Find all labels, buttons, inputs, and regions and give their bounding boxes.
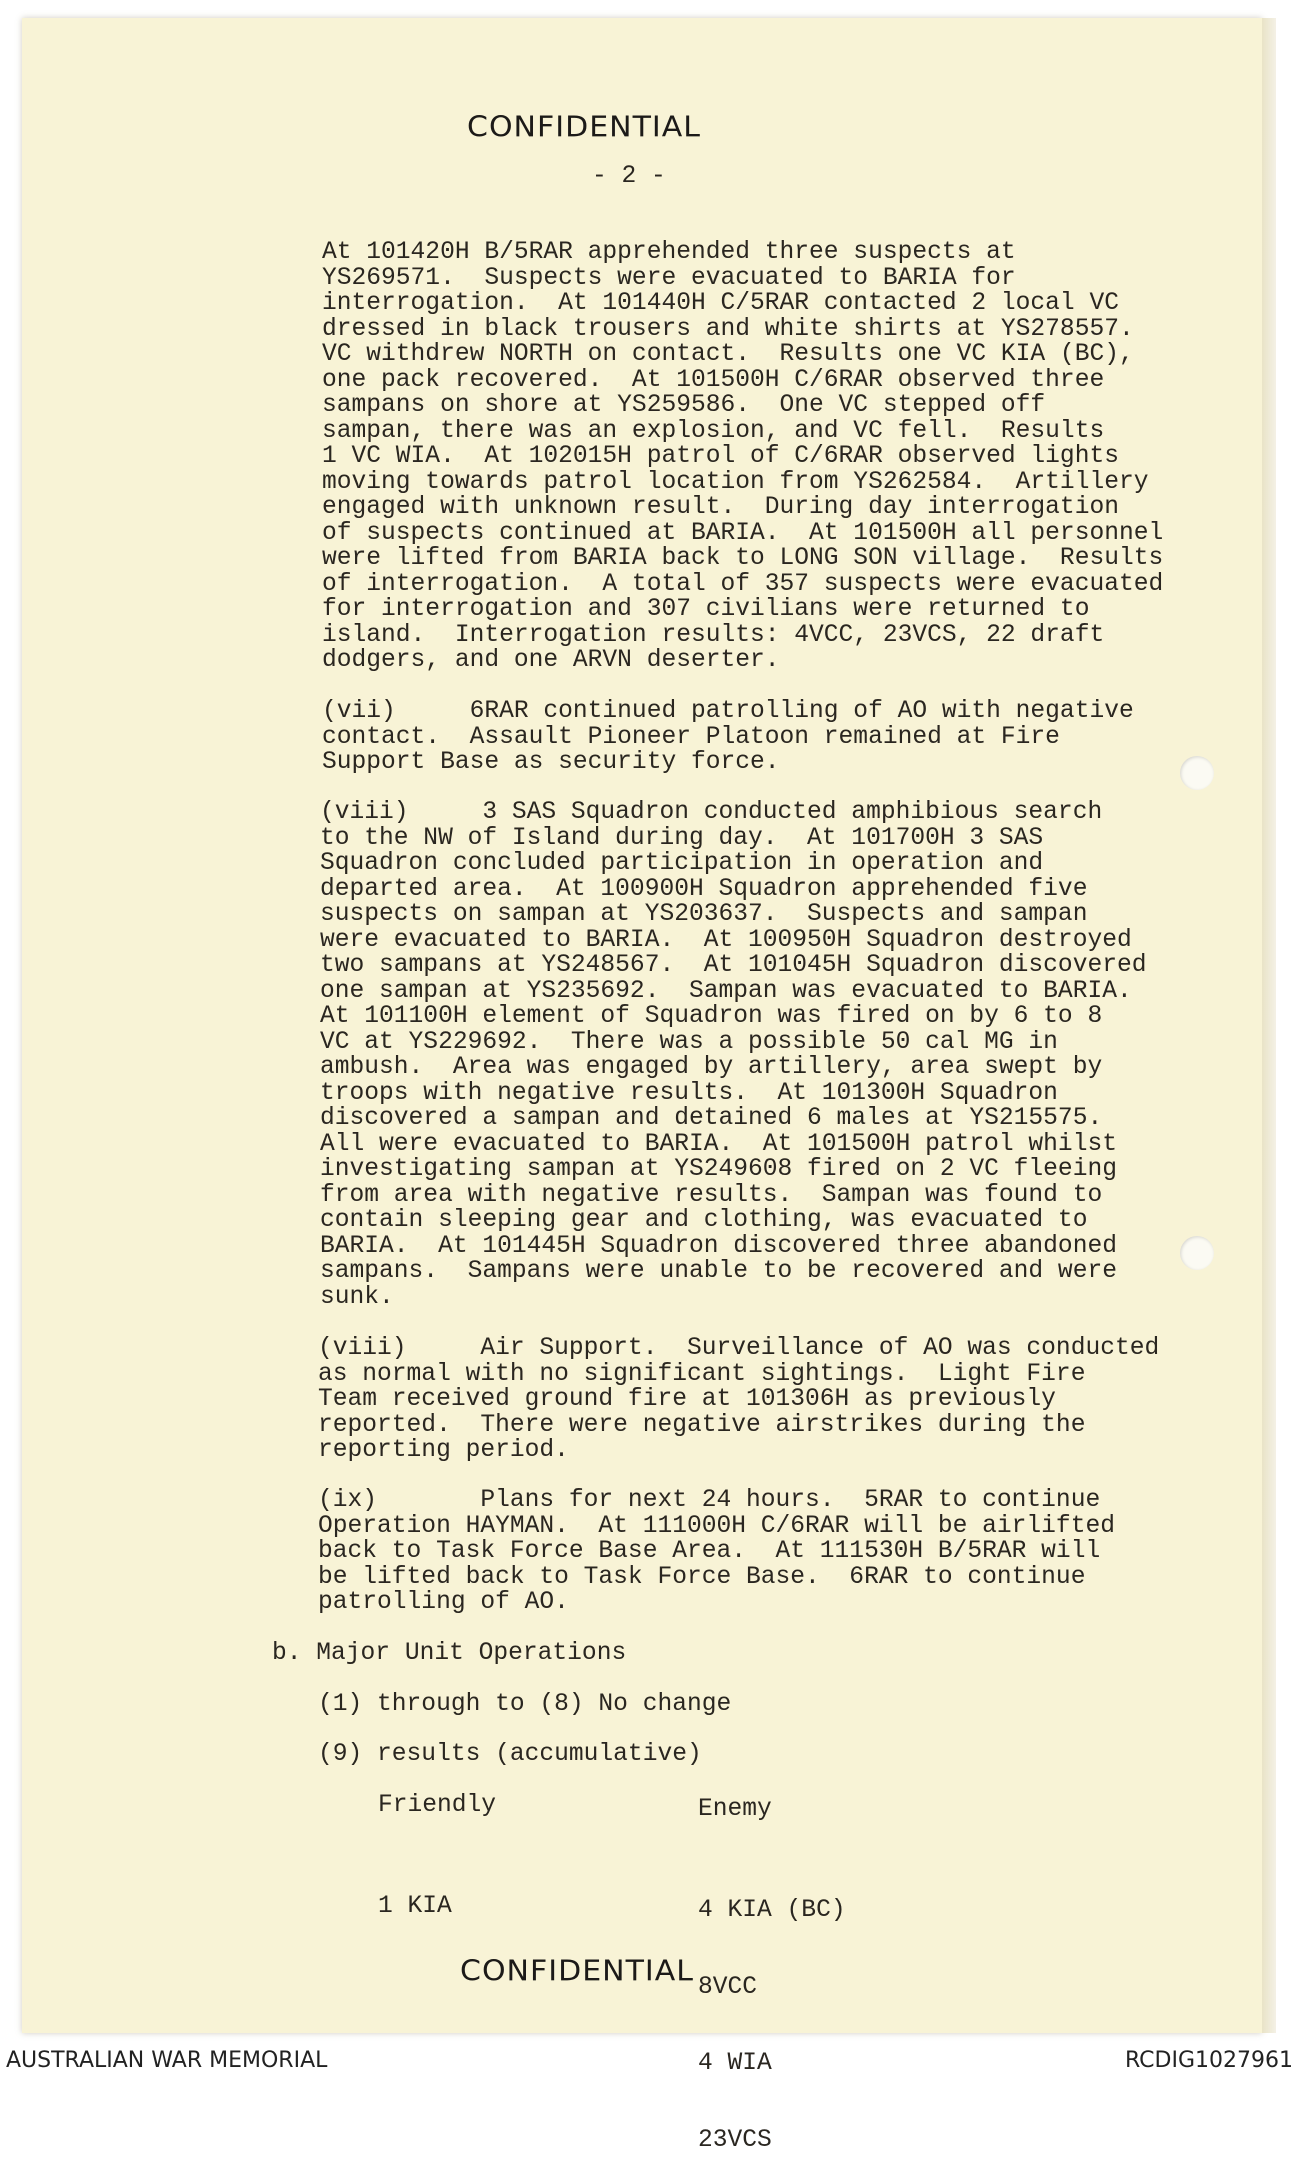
punch-hole [1180, 1236, 1214, 1270]
friendly-header: Friendly [378, 1792, 497, 1819]
text-line: At 101100H element of Squadron was fired on by 6 to 8 [320, 1003, 1103, 1030]
section-b-item-9: (9) results (accumulative) [318, 1741, 702, 1768]
text-line: dressed in black trousers and white shirts at YS278557. [322, 315, 1134, 343]
text-line: engaged with unknown result. During day interrogation [322, 494, 1119, 521]
text-line: island. Interrogation results: 4VCC, 23VCS, 22 draft [322, 621, 1105, 649]
text-line: patrolling of AO. [318, 1589, 569, 1616]
footer-record-id: RCDIG1027961 [1124, 2048, 1293, 2073]
text-line: be lifted back to Task Force Base. 6RAR to continue [318, 1563, 1086, 1591]
text-line: for interrogation and 307 civilians were returned to [322, 596, 1090, 623]
text-line: 1 VC WIA. At 102015H patrol of C/6RAR observed lights [322, 443, 1119, 470]
text-line: Squadron concluded participation in operation and [320, 850, 1044, 877]
text-line: Support Base as security force. [322, 749, 780, 776]
text-line: one sampan at YS235692. Sampan was evacuated to BARIA. [320, 977, 1132, 1005]
text-line: interrogation. At 101440H C/5RAR contacted 2 local VC [322, 290, 1119, 317]
enemy-result: 4 WIA [698, 2050, 772, 2077]
text-line: reporting period. [318, 1437, 569, 1464]
text-line: suspects on sampan at YS203637. Suspects and sampan [320, 901, 1088, 928]
text-line: VC at YS229692. There was a possible 50 cal MG in [320, 1028, 1058, 1056]
paragraph-interrogation [322, 240, 1163, 674]
text-line: ambush. Area was engaged by artillery, area swept by [320, 1054, 1103, 1081]
text-line: (viii) 3 SAS Squadron conducted amphibious search [320, 799, 1103, 826]
text-line: (ix) Plans for next 24 hours. 5RAR to continue [318, 1487, 1101, 1514]
enemy-result: 23VCS [698, 2126, 772, 2154]
text-line: sunk. [320, 1283, 394, 1311]
text-line: dodgers, and one ARVN deserter. [322, 647, 780, 674]
text-line: from area with negative results. Sampan was found to [320, 1181, 1103, 1209]
text-line: troops with negative results. At 101300H Squadron [320, 1079, 1058, 1107]
text-line: sampans. Sampans were unable to be recovered and were [320, 1258, 1117, 1285]
text-line: reported. There were negative airstrikes during the [318, 1411, 1086, 1439]
text-line: were lifted from BARIA back to LONG SON village. Results [322, 545, 1164, 572]
text-line: to the NW of Island during day. At 101700H 3 SAS [320, 824, 1044, 852]
enemy-result: 4 KIA (BC) [698, 1897, 846, 1924]
text-line: departed area. At 100900H Squadron apprehended five [320, 875, 1088, 903]
text-line: investigating sampan at YS249608 fired on 2 VC fleeing [320, 1156, 1117, 1183]
text-line: At 101420H B/5RAR apprehended three suspects at [322, 239, 1016, 266]
page-number: - 2 - [592, 163, 666, 190]
confidential-stamp-bottom: CONFIDENTIAL [460, 1954, 695, 1989]
text-line: one pack recovered. At 101500H C/6RAR observed three [322, 366, 1105, 394]
text-line: moving towards patrol location from YS262584. Artillery [322, 468, 1149, 496]
enemy-results [698, 1847, 846, 2179]
text-line: YS269571. Suspects were evacuated to BARIA for [322, 264, 1016, 292]
text-line: sampans on shore at YS259586. One VC stepped off [322, 392, 1046, 419]
text-line: Operation HAYMAN. At 111000H C/6RAR will be airlifted [318, 1512, 1115, 1540]
text-line: of interrogation. A total of 357 suspects were evacuated [322, 570, 1164, 598]
paragraph-vii [322, 699, 1134, 776]
enemy-result: 8VCC [698, 1973, 758, 2001]
confidential-stamp-top: CONFIDENTIAL [467, 110, 702, 145]
text-line: were evacuated to BARIA. At 100950H Squadron destroyed [320, 926, 1132, 954]
text-line: back to Task Force Base Area. At 111530H B/5RAR will [318, 1538, 1101, 1565]
text-line: contain sleeping gear and clothing, was evacuated to [320, 1207, 1088, 1234]
text-line: of suspects continued at BARIA. At 101500H all personnel [322, 519, 1164, 547]
text-line: two sampans at YS248567. At 101045H Squadron discovered [320, 952, 1147, 979]
section-b-item-1-8: (1) through to (8) No change [318, 1691, 732, 1718]
text-line: discovered a sampan and detained 6 males at YS215575. [320, 1105, 1103, 1132]
paragraph-viii-sas [320, 800, 1147, 1310]
punch-hole [1180, 756, 1214, 790]
text-line: contact. Assault Pioneer Platoon remained at Fire [322, 723, 1060, 751]
paragraph-air-support [318, 1336, 1159, 1464]
text-line: BARIA. At 101445H Squadron discovered three abandoned [320, 1232, 1117, 1260]
text-line: All were evacuated to BARIA. At 101500H patrol whilst [320, 1130, 1117, 1158]
paragraph-ix-plans [318, 1488, 1115, 1616]
friendly-results [378, 1843, 452, 1945]
friendly-result: 1 KIA [378, 1893, 452, 1920]
text-line: sampan, there was an explosion, and VC fell. Results [322, 417, 1105, 445]
text-line: (viii) Air Support. Surveillance of AO was conducted [318, 1335, 1160, 1362]
section-b-heading: b. Major Unit Operations [272, 1640, 627, 1667]
enemy-header: Enemy [698, 1796, 772, 1823]
text-line: as normal with no significant sightings. Light Fire [318, 1360, 1086, 1388]
text-line: (vii) 6RAR continued patrolling of AO with negative [322, 698, 1134, 725]
text-line: VC withdrew NORTH on contact. Results one VC KIA (BC), [322, 341, 1134, 368]
text-line: Team received ground fire at 101306H as previously [318, 1386, 1056, 1413]
footer-institution: AUSTRALIAN WAR MEMORIAL [6, 2048, 328, 2073]
